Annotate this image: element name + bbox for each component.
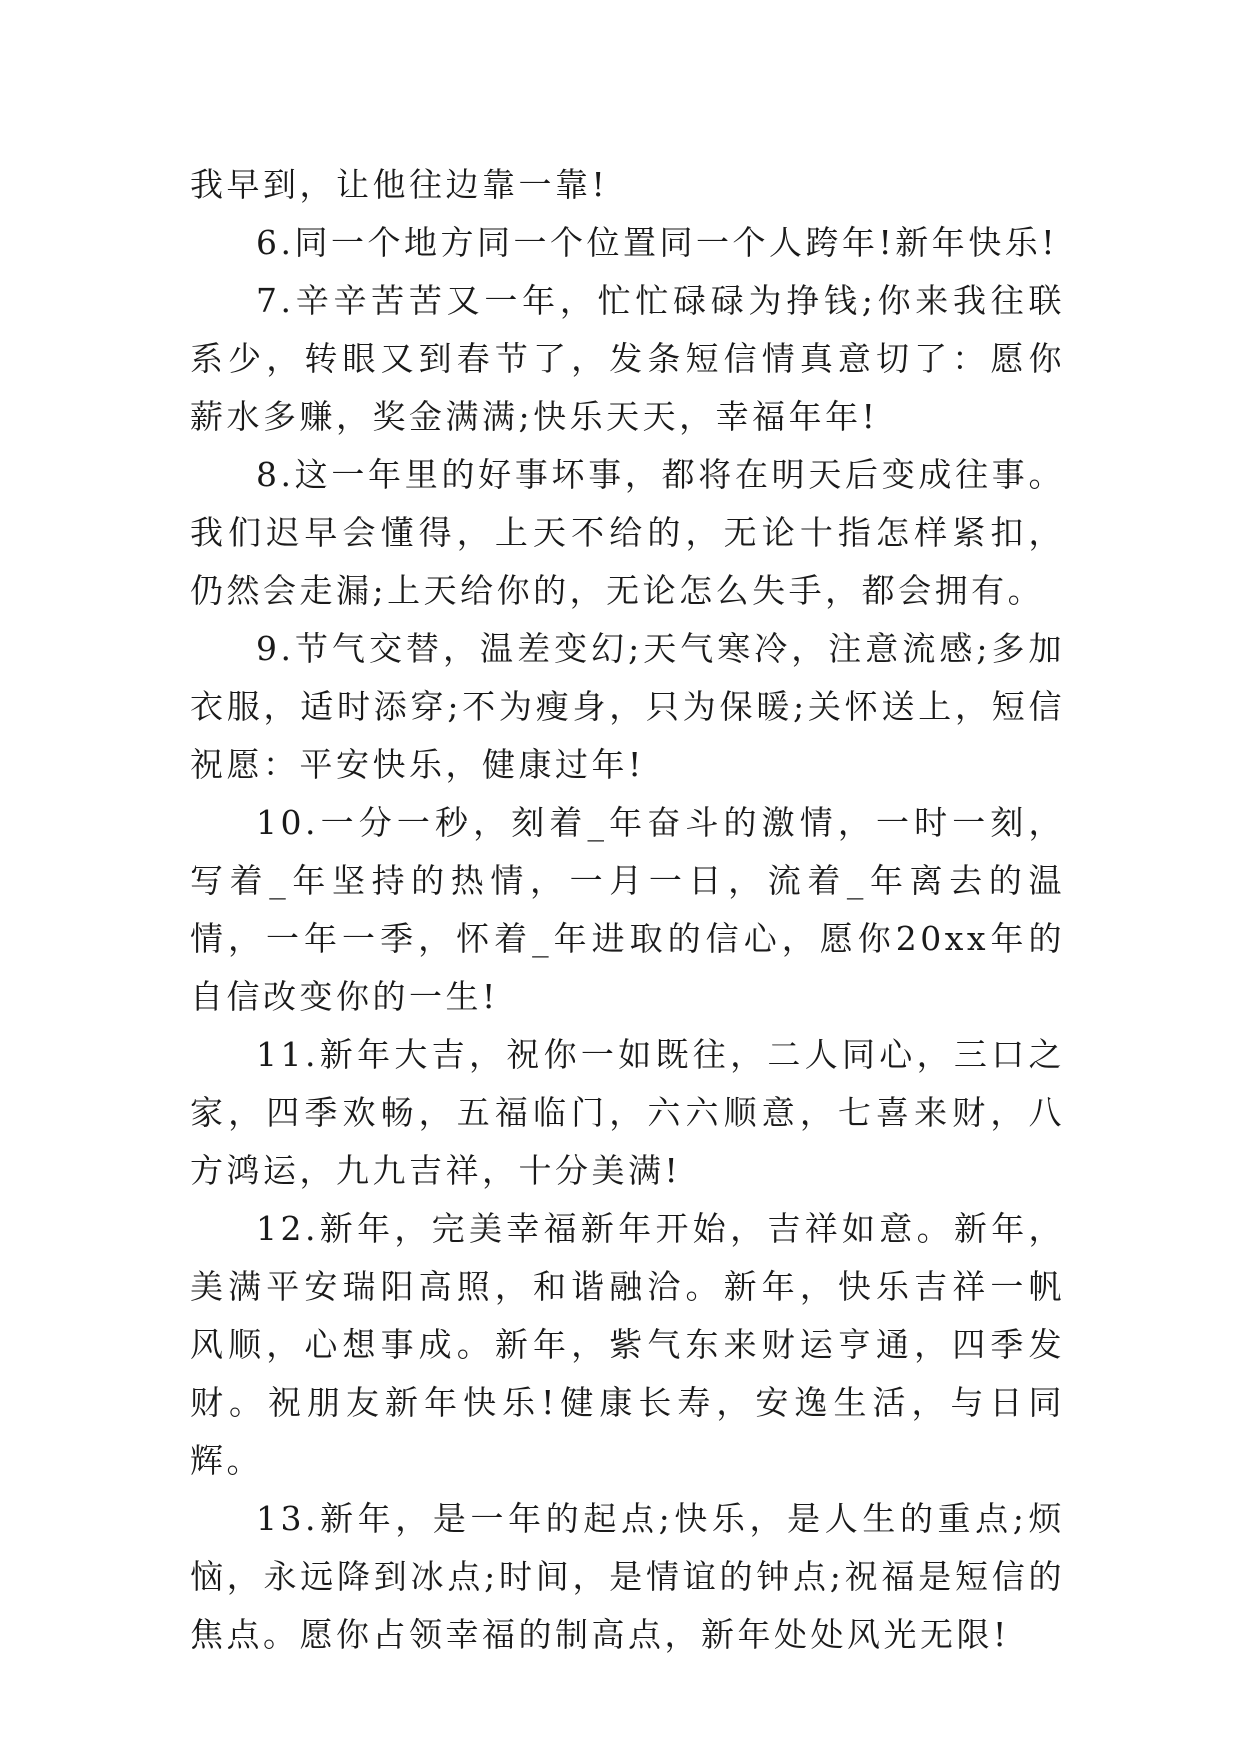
paragraph-continuation: 我早到，让他往边靠一靠!: [190, 165, 609, 204]
paragraph-item-6: 6.同一个地方同一个位置同一个人跨年!新年快乐!: [256, 223, 1059, 262]
document-body: [190, 156, 1065, 1664]
paragraph-item-11: 11.新年大吉，祝你一如既往，二人同心，三口之家，四季欢畅，五福临门，六六顺意，七喜来财，八方鸿运，九九吉祥，十分美满!: [190, 1035, 1065, 1190]
paragraph-item-8: 8.这一年里的好事坏事，都将在明天后变成往事。我们迟早会懂得，上天不给的，无论十指怎样紧扣，仍然会走漏;上天给你的，无论怎么失手，都会拥有。: [190, 455, 1065, 610]
paragraph-item-9: 9.节气交替，温差变幻;天气寒冷，注意流感;多加衣服，适时添穿;不为瘦身，只为保暖;关怀送上，短信祝愿：平安快乐，健康过年!: [190, 629, 1065, 784]
paragraph-item-12: 12.新年，完美幸福新年开始，吉祥如意。新年，美满平安瑞阳高照，和谐融洽。新年，快乐吉祥一帆风顺，心想事成。新年，紫气东来财运亨通，四季发财。祝朋友新年快乐!健康长寿，安逸生活，与日同辉。: [190, 1209, 1065, 1480]
paragraph-item-13: 13.新年，是一年的起点;快乐，是人生的重点;烦恼，永远降到冰点;时间，是情谊的钟点;祝福是短信的焦点。愿你占领幸福的制高点，新年处处风光无限!: [190, 1499, 1065, 1654]
paragraph-item-7: 7.辛辛苦苦又一年，忙忙碌碌为挣钱;你来我往联系少，转眼又到春节了，发条短信情真意切了：愿你薪水多赚，奖金满满;快乐天天，幸福年年!: [190, 281, 1065, 436]
paragraph-item-10: 10.一分一秒，刻着_年奋斗的激情，一时一刻，写着_年坚持的热情，一月一日，流着_年离去的温情，一年一季，怀着_年进取的信心，愿你20xx年的自信改变你的一生!: [190, 803, 1065, 1016]
